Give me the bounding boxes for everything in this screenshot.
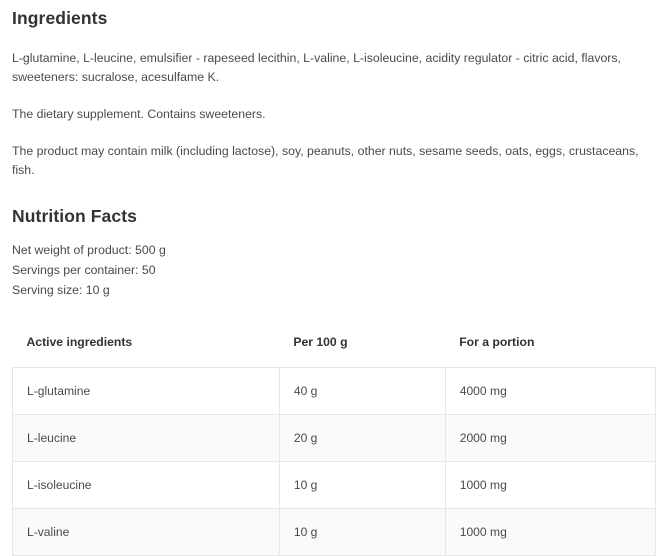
cell-per-portion: 2000 mg	[445, 414, 655, 461]
column-header-active-ingredients: Active ingredients	[13, 327, 280, 368]
cell-per-100g: 20 g	[279, 414, 445, 461]
serving-info-block	[12, 241, 656, 301]
serving-size-line: Serving size: 10 g	[12, 283, 110, 298]
nutrition-facts-heading: Nutrition Facts	[12, 206, 137, 227]
cell-per-100g: 10 g	[279, 508, 445, 555]
ingredients-list-text: L-glutamine, L-leucine, emulsifier - rapeseed lecithin, L-valine, L-isoleucine, acidity regulator - citric acid, flavors, sweeteners: sucralose, acesulfame K.	[12, 51, 621, 85]
cell-per-portion: 4000 mg	[445, 367, 655, 414]
cell-per-portion: 1000 mg	[445, 461, 655, 508]
allergen-warning-note: The product may contain milk (including lactose), soy, peanuts, other nuts, sesame seeds, oats, eggs, crustaceans, fish.	[12, 144, 639, 178]
column-header-for-a-portion: For a portion	[445, 327, 655, 368]
cell-ingredient-name: L-valine	[13, 508, 280, 555]
cell-ingredient-name: L-isoleucine	[13, 461, 280, 508]
table-row	[13, 508, 656, 555]
cell-ingredient-name: L-leucine	[13, 414, 280, 461]
column-header-per-100g: Per 100 g	[279, 327, 445, 368]
table-header-row	[13, 327, 656, 368]
dietary-supplement-note: The dietary supplement. Contains sweeteners.	[12, 107, 266, 122]
cell-per-100g: 10 g	[279, 461, 445, 508]
servings-per-container-line: Servings per container: 50	[12, 263, 156, 278]
table-row	[13, 367, 656, 414]
net-weight-line: Net weight of product: 500 g	[12, 243, 166, 258]
table-row	[13, 414, 656, 461]
ingredients-heading: Ingredients	[12, 8, 108, 28]
cell-per-portion: 1000 mg	[445, 508, 655, 555]
cell-per-100g: 40 g	[279, 367, 445, 414]
table-row	[13, 461, 656, 508]
nutrition-table	[12, 327, 656, 556]
cell-ingredient-name: L-glutamine	[13, 367, 280, 414]
